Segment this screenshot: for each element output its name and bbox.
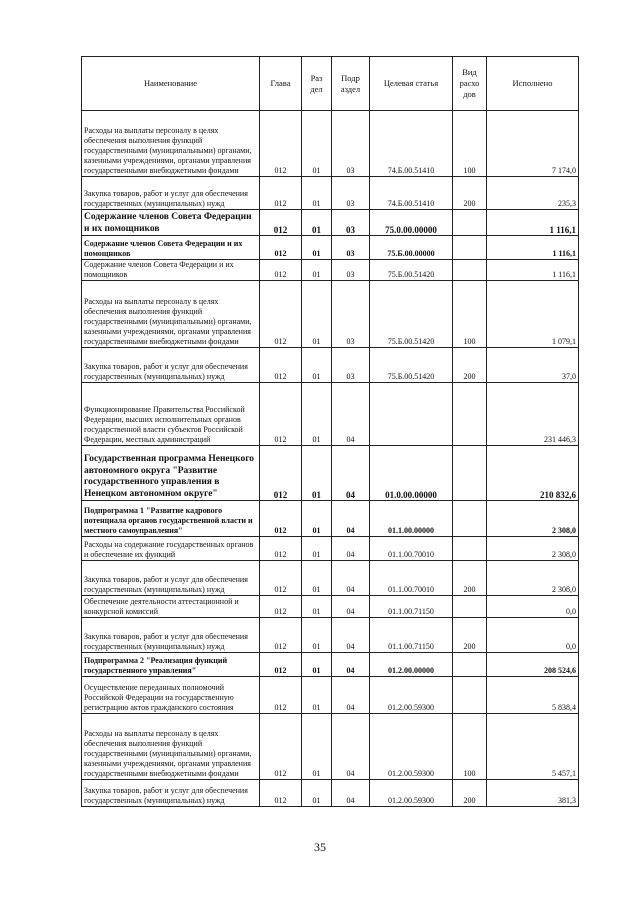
table-row: [82, 236, 579, 260]
header-glava: Глава: [260, 57, 302, 111]
row-podrazdel: 04: [332, 537, 370, 561]
row-razdel: 01: [302, 677, 332, 714]
row-name: Расходы на выплаты персоналу в целях обеспечения выполнения функций государственными (муниципальными) органами, казенными учреждениями, органами управления государственными внебюджетными фондами: [82, 111, 260, 177]
row-name: Расходы на выплаты персоналу в целях обеспечения выполнения функций государственными (муниципальными) органами, казенными учреждениями, органами управления государственными внебюджетными фондами: [82, 281, 260, 348]
row-glava: 012: [260, 111, 302, 177]
row-glava: 012: [260, 260, 302, 281]
row-amount: 5 457,1: [487, 714, 579, 780]
row-glava: 012: [260, 780, 302, 807]
row-razdel: 01: [302, 618, 332, 653]
row-razdel: 01: [302, 537, 332, 561]
row-target: 01.0.00.00000: [370, 446, 453, 501]
row-name: Закупка товаров, работ и услуг для обеспечения государственных (муниципальных) нужд: [82, 177, 260, 210]
row-target: 01.1.00.71150: [370, 618, 453, 653]
row-glava: 012: [260, 236, 302, 260]
row-razdel: 01: [302, 383, 332, 446]
row-amount: 231 446,3: [487, 383, 579, 446]
row-name: Обеспечение деятельности аттестационной и конкурсной комиссий: [82, 596, 260, 618]
row-glava: 012: [260, 537, 302, 561]
header-podrazdel: Подр аздел: [332, 57, 370, 111]
budget-table: [81, 56, 579, 807]
row-razdel: 01: [302, 210, 332, 236]
table-row: [82, 537, 579, 561]
row-target: 74.Б.00.51410: [370, 111, 453, 177]
row-razdel: 01: [302, 596, 332, 618]
row-podrazdel: 03: [332, 236, 370, 260]
header-executed: Исполнено: [487, 57, 579, 111]
row-amount: 37,0: [487, 348, 579, 383]
header-razdel: Раз дел: [302, 57, 332, 111]
row-amount: 1 116,1: [487, 210, 579, 236]
table-row: [82, 383, 579, 446]
row-target: [370, 383, 453, 446]
table-row: [82, 111, 579, 177]
row-name: Расходы на выплаты персоналу в целях обеспечения выполнения функций государственными (муниципальными) органами, казенными учреждениями, органами управления государственными внебюджетными фондами: [82, 714, 260, 780]
row-razdel: 01: [302, 348, 332, 383]
row-vid: 200: [453, 780, 487, 807]
row-target: 01.1.00.70010: [370, 561, 453, 596]
row-vid: 100: [453, 111, 487, 177]
row-podrazdel: 04: [332, 714, 370, 780]
row-podrazdel: 04: [332, 780, 370, 807]
row-razdel: 01: [302, 177, 332, 210]
row-glava: 012: [260, 281, 302, 348]
row-vid: [453, 446, 487, 501]
row-amount: 1 116,1: [487, 236, 579, 260]
row-razdel: 01: [302, 561, 332, 596]
row-target: 01.2.00.59300: [370, 677, 453, 714]
row-glava: 012: [260, 348, 302, 383]
row-vid: 200: [453, 177, 487, 210]
row-glava: 012: [260, 446, 302, 501]
row-vid: 200: [453, 618, 487, 653]
row-podrazdel: 04: [332, 677, 370, 714]
row-podrazdel: 04: [332, 383, 370, 446]
row-podrazdel: 04: [332, 446, 370, 501]
row-name: Функционирование Правительства Российской Федерации, высших исполнительных органов государственной власти субъектов Российской Федерации, местных администраций: [82, 383, 260, 446]
header-name: Наименование: [82, 57, 260, 111]
row-podrazdel: 04: [332, 618, 370, 653]
row-razdel: 01: [302, 501, 332, 537]
row-amount: 2 308,0: [487, 537, 579, 561]
header-vid: Вид расхо дов: [453, 57, 487, 111]
row-name: Государственная программа Ненецкого автономного округа "Развитие государственного управления в Ненецком автономном округе": [82, 446, 260, 501]
row-razdel: 01: [302, 281, 332, 348]
page-number: 35: [314, 840, 326, 854]
row-target: 01.2.00.59300: [370, 780, 453, 807]
table-row: [82, 177, 579, 210]
row-name: Содержание членов Совета Федерации и их помощников: [82, 236, 260, 260]
row-razdel: 01: [302, 780, 332, 807]
row-vid: [453, 260, 487, 281]
row-glava: 012: [260, 618, 302, 653]
table-row: [82, 501, 579, 537]
row-podrazdel: 04: [332, 501, 370, 537]
row-target: 01.1.00.70010: [370, 537, 453, 561]
row-target: 75.Б.00.51420: [370, 260, 453, 281]
row-name: Осуществление переданных полномочий Российской Федерации на государственную регистрацию актов гражданского состояния: [82, 677, 260, 714]
row-name: Подпрограмма 1 "Развитие кадрового потенциала органов государственной власти и местного самоуправления": [82, 501, 260, 537]
row-glava: 012: [260, 677, 302, 714]
row-vid: [453, 677, 487, 714]
row-amount: 1 116,1: [487, 260, 579, 281]
table-row: [82, 780, 579, 807]
table-row: [82, 618, 579, 653]
row-name: Расходы на содержание государственных органов и обеспечение их функций: [82, 537, 260, 561]
row-target: 01.1.00.71150: [370, 596, 453, 618]
row-vid: [453, 236, 487, 260]
row-vid: [453, 501, 487, 537]
table-header-row: [82, 57, 579, 111]
table-row: [82, 260, 579, 281]
row-target: 01.1.00.00000: [370, 501, 453, 537]
row-name: Подпрограмма 2 "Реализация функций государственного управления": [82, 653, 260, 677]
row-amount: 2 308,0: [487, 561, 579, 596]
row-razdel: 01: [302, 653, 332, 677]
table-row: [82, 210, 579, 236]
row-vid: 200: [453, 561, 487, 596]
row-razdel: 01: [302, 111, 332, 177]
row-glava: 012: [260, 653, 302, 677]
row-vid: 100: [453, 714, 487, 780]
row-podrazdel: 03: [332, 260, 370, 281]
row-podrazdel: 04: [332, 596, 370, 618]
row-name: Содержание членов Совета Федерации и их помощников: [82, 210, 260, 236]
row-target: 75.Б.00.00000: [370, 236, 453, 260]
table-body: [82, 111, 579, 807]
row-glava: 012: [260, 177, 302, 210]
row-podrazdel: 03: [332, 210, 370, 236]
row-razdel: 01: [302, 260, 332, 281]
row-razdel: 01: [302, 714, 332, 780]
row-podrazdel: 03: [332, 111, 370, 177]
row-podrazdel: 03: [332, 177, 370, 210]
row-amount: 235,3: [487, 177, 579, 210]
row-name: Закупка товаров, работ и услуг для обеспечения государственных (муниципальных) нужд: [82, 618, 260, 653]
header-target: Целевая статья: [370, 57, 453, 111]
row-amount: 208 524,6: [487, 653, 579, 677]
row-razdel: 01: [302, 236, 332, 260]
table-row: [82, 561, 579, 596]
row-podrazdel: 04: [332, 653, 370, 677]
row-amount: 210 832,6: [487, 446, 579, 501]
row-glava: 012: [260, 501, 302, 537]
row-vid: [453, 383, 487, 446]
row-target: 01.2.00.00000: [370, 653, 453, 677]
table-row: [82, 653, 579, 677]
row-vid: [453, 596, 487, 618]
row-name: Закупка товаров, работ и услуг для обеспечения государственных (муниципальных) нужд: [82, 780, 260, 807]
row-target: 75.Б.00.51420: [370, 281, 453, 348]
row-amount: 381,3: [487, 780, 579, 807]
row-vid: [453, 537, 487, 561]
table-row: [82, 677, 579, 714]
row-vid: 200: [453, 348, 487, 383]
row-glava: 012: [260, 383, 302, 446]
row-vid: [453, 653, 487, 677]
row-podrazdel: 03: [332, 281, 370, 348]
row-amount: 0,0: [487, 618, 579, 653]
table-row: [82, 714, 579, 780]
table-row: [82, 281, 579, 348]
table-row: [82, 596, 579, 618]
row-amount: 1 079,1: [487, 281, 579, 348]
row-glava: 012: [260, 561, 302, 596]
row-amount: 2 308,0: [487, 501, 579, 537]
row-target: 75.Б.00.51420: [370, 348, 453, 383]
row-glava: 012: [260, 714, 302, 780]
row-razdel: 01: [302, 446, 332, 501]
table-row: [82, 446, 579, 501]
row-amount: 5 838,4: [487, 677, 579, 714]
row-glava: 012: [260, 596, 302, 618]
row-podrazdel: 03: [332, 348, 370, 383]
row-vid: [453, 210, 487, 236]
row-target: 74.Б.00.51410: [370, 177, 453, 210]
row-name: Закупка товаров, работ и услуг для обеспечения государственных (муниципальных) нужд: [82, 348, 260, 383]
row-glava: 012: [260, 210, 302, 236]
row-amount: 0,0: [487, 596, 579, 618]
row-name: Содержание членов Совета Федерации и их помощников: [82, 260, 260, 281]
table-row: [82, 348, 579, 383]
row-amount: 7 174,0: [487, 111, 579, 177]
row-podrazdel: 04: [332, 561, 370, 596]
row-name: Закупка товаров, работ и услуг для обеспечения государственных (муниципальных) нужд: [82, 561, 260, 596]
row-vid: 100: [453, 281, 487, 348]
row-target: 01.2.00.59300: [370, 714, 453, 780]
row-target: 75.0.00.00000: [370, 210, 453, 236]
